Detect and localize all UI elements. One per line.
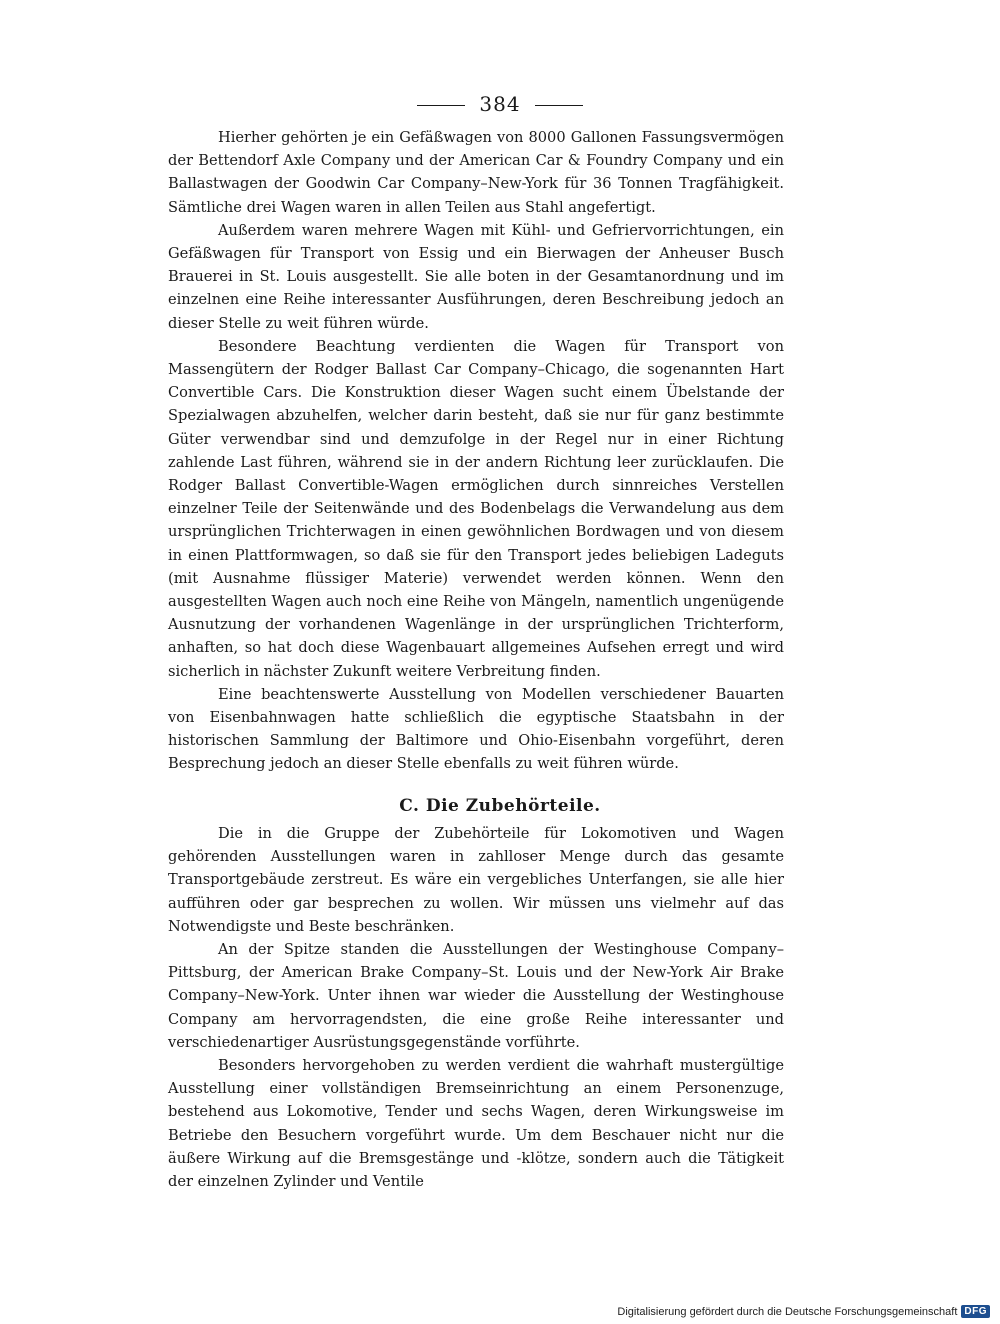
section-heading: C. Die Zubehörteile. bbox=[399, 796, 601, 816]
header-rule-left bbox=[417, 105, 465, 106]
body-text-upper bbox=[168, 126, 784, 776]
page-header bbox=[0, 92, 1000, 116]
header-rule-right bbox=[535, 105, 583, 106]
body-text-lower bbox=[168, 822, 784, 1193]
paragraph: Hierher gehörten je ein Gefäßwagen von 8000 Gallonen Fassungsvermögen der Bettendorf Axle Company und der American Car & Foundry Company und ein Ballastwagen der Goodwin Car Company–New-York für 36 Tonnen Tragfähigkeit. Sämtliche drei Wagen waren in allen Teilen aus Stahl angefertigt. bbox=[168, 129, 784, 216]
paragraph: An der Spitze standen die Ausstellungen der Westinghouse Company–Pittsburg, der American Brake Company–St. Louis und der New-York Air Brake Company–New-York. Unter ihnen war wieder die Ausstellung der Westinghouse Company am hervorragendsten, die eine große Reihe interessanter und verschiedenartiger Ausrüstungsgegenstände vorführte. bbox=[168, 941, 784, 1051]
paragraph: Besonders hervorgehoben zu werden verdient die wahrhaft mustergültige Ausstellung einer vollständigen Bremseinrichtung an einem Personenzuge, bestehend aus Lokomotive, Tender und sechs Wagen, deren Wirkungsweise im Betriebe den Besuchern vorgeführt wurde. Um dem Beschauer nicht nur die äußere Wirkung auf die Bremsgestänge und -klötze, sondern auch die Tätigkeit der einzelnen Zylinder und Ventile bbox=[168, 1057, 784, 1191]
page-number: 384 bbox=[479, 92, 521, 116]
paragraph: Außerdem waren mehrere Wagen mit Kühl- und Gefriervorrichtungen, ein Gefäßwagen für Transport von Essig und ein Bierwagen der Anheuser Busch Brauerei in St. Louis ausgestellt. Sie alle boten in der Gesamtanordnung und im einzelnen eine Reihe interessanter Ausführungen, deren Beschreibung jedoch an dieser Stelle zu weit führen würde. bbox=[168, 221, 784, 332]
paragraph: Die in die Gruppe der Zubehörteile für Lokomotiven und Wagen gehörenden Ausstellungen waren in zahlloser Menge durch das gesamte Transportgebäude zerstreut. Es wäre ein vergebliches Unterfangen, sie alle hier aufführen oder gar besprechen zu wollen. Wir müssen uns vielmehr auf das Notwendigste und Beste beschränken. bbox=[168, 825, 784, 935]
paragraph: Besondere Beachtung verdienten die Wagen für Transport von Massengütern der Rodger Ballast Car Company–Chicago, die sogenannten Hart Convertible Cars. Die Konstruktion dieser Wagen sucht einem Übelstande der Spezialwagen abzuhelfen, welcher darin besteht, daß sie nur für ganz bestimmte Güter verwendbar sind und demzufolge in der Regel nur in einer Richtung zahlende Last führen, während sie in der andern Richtung leer zurücklaufen. Die Rodger Ballast Convertible-Wagen ermöglichen durch sinnreiches Verstellen einzelner Teile der Seitenwände und des Bodenbelags die Verwandelung aus dem ursprünglichen Trichterwagen in einen gewöhnlichen Bordwagen und von diesem in einen Plattformwagen, so daß sie für den Transport jedes beliebigen Ladeguts (mit Ausnahme flüssiger Materie) verwendet werden können. Wenn den ausgestellten Wagen auch noch eine Reihe von Mängeln, namentlich ungenügende Ausnutzung der vorhandenen Wagenlänge in der ursprünglichen Trichterform, anhaften, so hat doch diese Wagenbauart allgemeines Aufsehen erregt und wird sicherlich in nächster Zukunft weitere Verbreitung finden. bbox=[168, 337, 784, 680]
paragraph: Eine beachtenswerte Ausstellung von Modellen verschiedener Bauarten von Eisenbahnwagen hatte schließlich die egyptische Staatsbahn in der historischen Sammlung der Baltimore und Ohio-Eisenbahn vorgeführt, deren Besprechung jedoch an dieser Stelle ebenfalls zu weit führen würde. bbox=[168, 685, 784, 773]
footer-credit bbox=[617, 1305, 990, 1318]
footer-text: Digitalisierung gefördert durch die Deutsche Forschungsgemeinschaft bbox=[617, 1305, 958, 1318]
dfg-logo-icon: DFG bbox=[961, 1305, 990, 1318]
